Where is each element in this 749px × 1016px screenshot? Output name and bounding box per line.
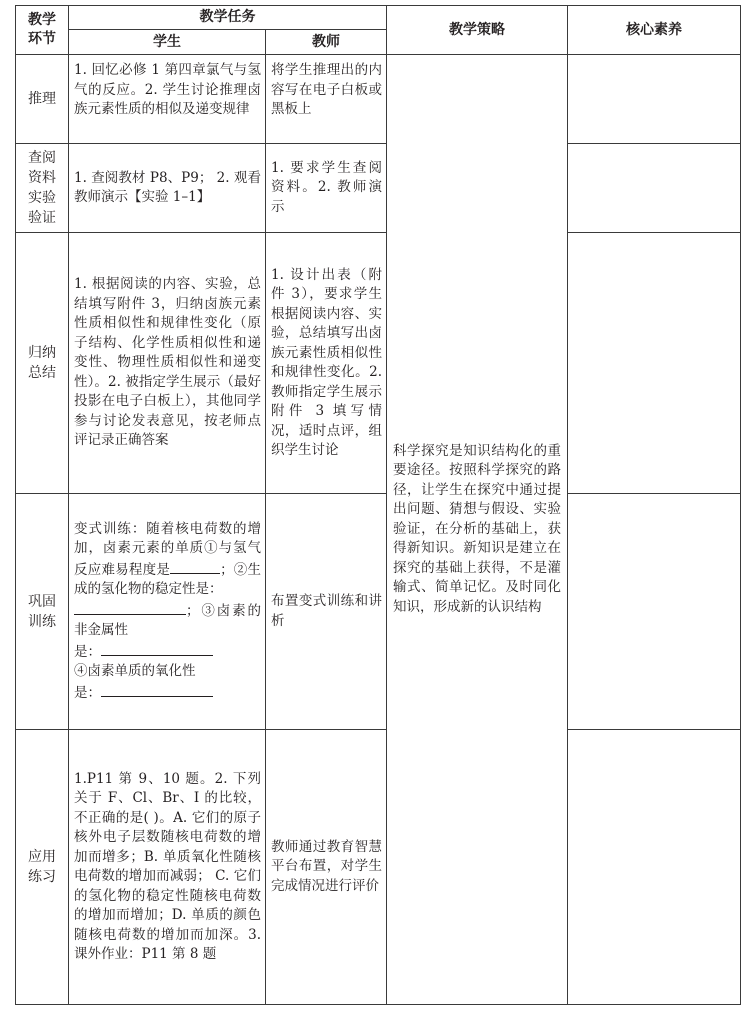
exercise-part: 是： [74,643,101,660]
stage-cell [16,494,69,730]
teacher-cell: 将学生推理出的内容写在电子白板或黑板上 [266,55,387,144]
student-cell [69,494,266,730]
literacy-cell [568,494,741,730]
stage-label: 查阅 [28,150,56,166]
header-literacy: 核心素养 [568,6,741,55]
stage-label: 练习 [28,869,56,885]
answer-blank [170,559,220,574]
header-teacher: 教师 [266,30,387,55]
header-stage [16,6,69,55]
student-cell: 1.P11 第 9、10 题。2. 下列关于 F、Cl、Br、I 的比较，不正确的是( )。A. 它们的原子核外电子层数随核电荷数的增加而增多；B. 单质氧化性随核电荷数的增加而减弱； C. 它们的氢化物的稳定性随核电荷数的增加而增加；D. 单质的颜色随核电荷数的增加而加深。3. 课外作业：P11 第 8 题 [69,730,266,1005]
stage-label: 总结 [28,365,56,381]
student-cell: 1. 根据阅读的内容、实验，总结填写附件 3，归纳卤族元素性质相似性和规律性变化（原子结构、化学性质相似性和递变性、物理性质相似性和递变性）。2. 被指定学生展示（最好投影在电子白板上），其他同学参与讨论发表意见，按老师点评记录正确答案 [69,233,266,494]
header-student: 学生 [69,30,266,55]
stage-label: 归纳 [28,345,56,361]
exercise-part: ；②生成的氢化物的稳定性是： [74,561,262,598]
stage-cell [16,233,69,494]
answer-blank [74,600,186,615]
student-cell: 1. 查阅教材 P8、P9； 2. 观看教师演示【实验 1–1】 [69,144,266,233]
stage-label: 验证 [28,210,56,226]
exercise-part: ④卤素单质的氧化性 [74,663,196,680]
teacher-cell: 教师通过教育智慧平台布置，对学生完成情况进行评价 [266,730,387,1005]
answer-blank [101,682,213,697]
header-strategy: 教学策略 [387,6,568,55]
stage-label: 实验 [28,190,56,206]
literacy-cell [568,730,741,1005]
header-stage-line2: 环节 [28,31,56,47]
stage-cell [16,55,69,144]
teacher-cell: 布置变式训练和讲析 [266,494,387,730]
literacy-cell [568,233,741,494]
header-stage-line1: 教学 [28,12,56,28]
lesson-plan-table [15,5,741,1005]
answer-blank [101,641,213,656]
literacy-cell [568,144,741,233]
strategy-cell: 科学探究是知识结构化的重要途径。按照科学探究的路径，让学生在探究中通过提出问题、猜想与假设、实验验证，在分析的基础上，获得新知识。新知识是建立在探究的基础上获得，不是灌输式、简单记忆。及时同化知识，形成新的认识结构 [387,55,568,1005]
literacy-cell [568,55,741,144]
exercise-intro: 变式训练：随着核电荷数的增加，卤素元素的单质①与氢气反应难易程度是 [74,520,261,578]
exercise-part: 是： [74,684,101,701]
stage-cell [16,730,69,1005]
stage-label: 巩固 [28,593,56,610]
table-row [16,233,741,494]
table-row [16,730,741,1005]
stage-label: 应用 [28,849,56,865]
header-row-1 [16,6,741,30]
stage-cell [16,144,69,233]
student-cell: 1. 回忆必修 1 第四章氯气与氢气的反应。2. 学生讨论推理卤族元素性质的相似及递变规律 [69,55,266,144]
stage-label: 推理 [28,91,56,107]
stage-label: 资料 [28,170,56,186]
table-row [16,494,741,730]
teacher-cell: 1. 设计出表（附件 3），要求学生根据阅读内容、实验，总结填写出卤族元素性质相似性和规律性变化。2. 教师指定学生展示附件 3 填写情况，适时点评，组织学生讨论 [266,233,387,494]
table-row [16,55,741,144]
table-row [16,144,741,233]
stage-label: 训练 [28,613,56,630]
exercise-part: ；③卤素的非金属性 [74,602,261,639]
header-tasks: 教学任务 [69,6,387,30]
teacher-cell: 1. 要求学生查阅资料。2. 教师演示 [266,144,387,233]
